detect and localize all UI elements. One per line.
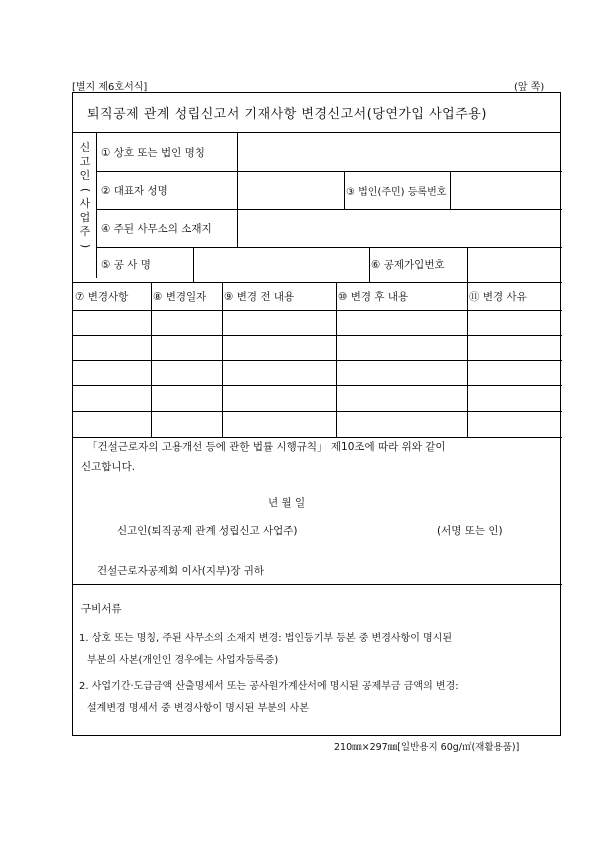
declaration-line2: 신고합니다. [81,461,136,473]
field-company-name-value[interactable] [238,133,561,171]
field-project-name-value[interactable] [194,247,369,282]
declaration-line1: 「건설근로자의 고용개선 등에 관한 법률 시행규칙」 제10조에 따라 위와 같이 [87,441,446,453]
field-registration-value[interactable] [451,171,561,209]
divider [73,411,562,412]
divider [73,385,562,386]
signature-label: (서명 또는 인) [437,525,503,537]
document-item-2-cont: 설계변경 명세서 중 변경사항이 명시된 부분의 사본 [87,703,309,714]
declaration-date: 년 월 일 [268,497,306,509]
field-representative-label: ② 대표자 성명 [101,184,168,197]
document-item-1-cont: 부분의 사본(개인인 경우에는 사업자등록증) [87,655,279,666]
document-item-2: 2. 사업기간·도급금액 산출명세서 또는 공사원가계산서에 명시된 공제부금 금액의 변경: [79,681,459,692]
form-title: 퇴직공제 관계 성립신고서 기재사항 변경신고서(당연가입 사업주용) [73,93,560,133]
column-header-after: ⑩ 변경 후 내용 [338,290,409,303]
reporter-label: 신고인(퇴직공제 관계 성립신고 사업주) [117,525,298,537]
column-header-change-item: ⑦ 변경사항 [75,290,129,303]
report-form [72,92,561,736]
recipient-label: 건설근로자공제회 이사(지부)장 귀하 [97,565,265,577]
form-number: [별지 제6호서식] [72,82,148,93]
field-company-name-label: ① 상호 또는 법인 명칭 [101,146,205,159]
divider [73,335,562,336]
field-address-label: ④ 주된 사무소의 소재지 [101,222,212,235]
divider [73,437,562,438]
field-membership-number-value[interactable] [468,247,561,282]
column-header-reason: ⑪ 변경 사유 [469,290,527,303]
column-header-before: ⑨ 변경 전 내용 [224,290,295,303]
documents-heading: 구비서류 [81,603,122,615]
field-representative-value[interactable] [238,171,344,209]
field-membership-number-label: ⑥ 공제가입번호 [371,259,445,271]
divider [73,584,562,585]
document-item-1: 1. 상호 또는 명칭, 주된 사무소의 소재지 변경: 법인등기부 등본 중 변경사항이 명시된 [79,633,453,644]
column-header-change-date: ⑧ 변경일자 [153,290,207,303]
page-side: (앞 쪽) [514,82,545,93]
divider [73,310,562,311]
field-project-name-label: ⑤ 공 사 명 [101,259,151,271]
reporter-vertical-label: 신 고 인 ( 사 업 주 ) [78,141,92,249]
field-registration-label: ③ 법인(주민) 등록번호 [346,186,447,198]
paper-size-note: 210㎜×297㎜[일반용지 60g/㎡(재활용품)] [334,742,520,753]
field-address-value[interactable] [238,209,561,247]
divider [73,360,562,361]
